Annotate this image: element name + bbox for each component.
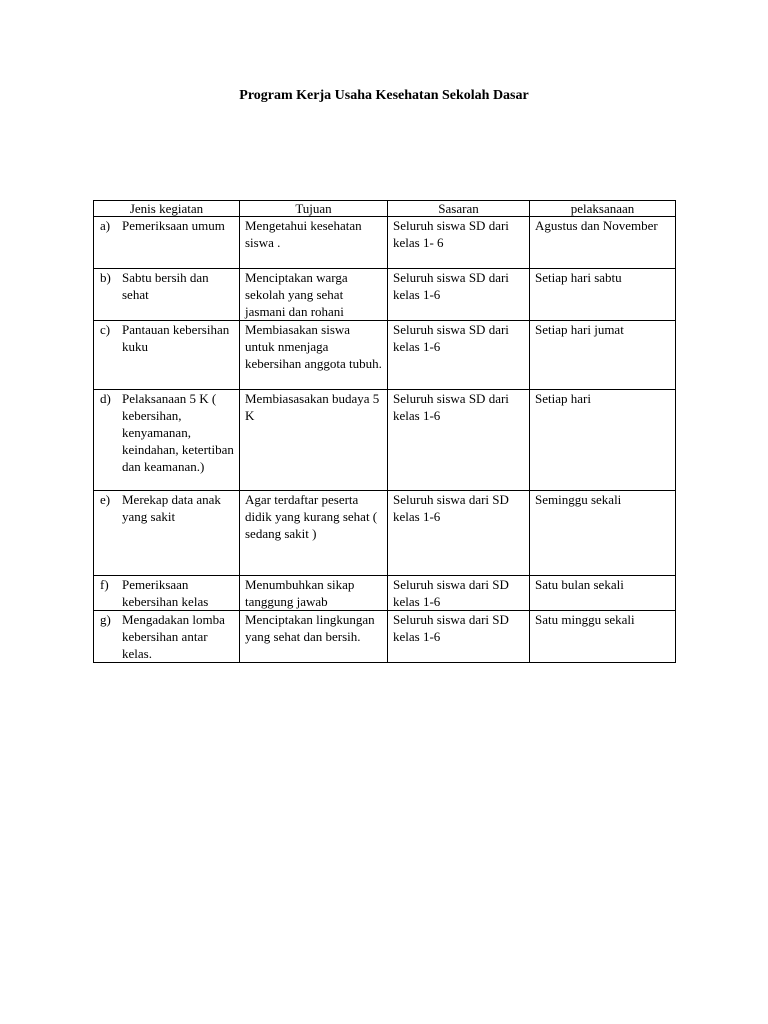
cell-kegiatan xyxy=(94,611,240,663)
cell-tujuan: Mengetahui kesehatan siswa . xyxy=(240,217,388,269)
cell-sasaran: Seluruh siswa SD dari kelas 1-6 xyxy=(388,321,530,390)
kegiatan-text: Pemeriksaan umum xyxy=(122,218,225,233)
program-table xyxy=(93,200,676,663)
header-jenis-kegiatan: Jenis kegiatan xyxy=(94,201,240,217)
table-row xyxy=(94,217,676,269)
row-letter: b) xyxy=(100,270,111,285)
cell-sasaran: Seluruh siswa SD dari kelas 1-6 xyxy=(388,269,530,321)
row-letter: a) xyxy=(100,218,111,233)
cell-pelaksanaan: Agustus dan November xyxy=(530,217,676,269)
cell-tujuan: Membiasakan siswa untuk nmenjaga kebersihan anggota tubuh. xyxy=(240,321,388,390)
row-letter: d) xyxy=(100,391,111,406)
kegiatan-text: Merekap data anak yang sakit xyxy=(122,492,221,524)
cell-sasaran: Seluruh siswa dari SD kelas 1-6 xyxy=(388,576,530,611)
kegiatan-text: Pemeriksaan kebersihan kelas xyxy=(122,577,209,609)
cell-kegiatan xyxy=(94,576,240,611)
kegiatan-text: Pantauan kebersihan kuku xyxy=(122,322,230,354)
cell-kegiatan xyxy=(94,269,240,321)
cell-kegiatan xyxy=(94,217,240,269)
header-tujuan: Tujuan xyxy=(240,201,388,217)
cell-pelaksanaan: Setiap hari sabtu xyxy=(530,269,676,321)
table-row xyxy=(94,390,676,491)
row-letter: e) xyxy=(100,492,111,507)
kegiatan-text: Mengadakan lomba kebersihan antar kelas. xyxy=(122,612,225,661)
table-row xyxy=(94,611,676,663)
cell-tujuan: Membiasasakan budaya 5 K xyxy=(240,390,388,491)
cell-tujuan: Agar terdaftar peserta didik yang kurang sehat ( sedang sakit ) xyxy=(240,491,388,576)
header-pelaksanaan: pelaksanaan xyxy=(530,201,676,217)
cell-pelaksanaan: Setiap hari xyxy=(530,390,676,491)
cell-pelaksanaan: Satu minggu sekali xyxy=(530,611,676,663)
table-row xyxy=(94,269,676,321)
row-letter: g) xyxy=(100,612,111,627)
cell-tujuan: Menciptakan lingkungan yang sehat dan bersih. xyxy=(240,611,388,663)
row-letter: c) xyxy=(100,322,111,337)
cell-pelaksanaan: Setiap hari jumat xyxy=(530,321,676,390)
kegiatan-text: Pelaksanaan 5 K ( kebersihan, kenyamanan, keindahan, ketertiban dan keamanan.) xyxy=(122,391,234,474)
table-row xyxy=(94,321,676,390)
cell-sasaran: Seluruh siswa dari SD kelas 1-6 xyxy=(388,491,530,576)
cell-kegiatan xyxy=(94,491,240,576)
cell-pelaksanaan: Seminggu sekali xyxy=(530,491,676,576)
cell-pelaksanaan: Satu bulan sekali xyxy=(530,576,676,611)
cell-tujuan: Menumbuhkan sikap tanggung jawab xyxy=(240,576,388,611)
table-row xyxy=(94,576,676,611)
cell-kegiatan xyxy=(94,321,240,390)
table-header-row xyxy=(94,201,676,217)
cell-sasaran: Seluruh siswa SD dari kelas 1- 6 xyxy=(388,217,530,269)
header-sasaran: Sasaran xyxy=(388,201,530,217)
row-letter: f) xyxy=(100,577,109,592)
kegiatan-text: Sabtu bersih dan sehat xyxy=(122,270,209,302)
cell-tujuan: Menciptakan warga sekolah yang sehat jasmani dan rohani xyxy=(240,269,388,321)
cell-kegiatan xyxy=(94,390,240,491)
table-row xyxy=(94,491,676,576)
cell-sasaran: Seluruh siswa SD dari kelas 1-6 xyxy=(388,390,530,491)
cell-sasaran: Seluruh siswa dari SD kelas 1-6 xyxy=(388,611,530,663)
page-title: Program Kerja Usaha Kesehatan Sekolah Dasar xyxy=(239,88,529,103)
